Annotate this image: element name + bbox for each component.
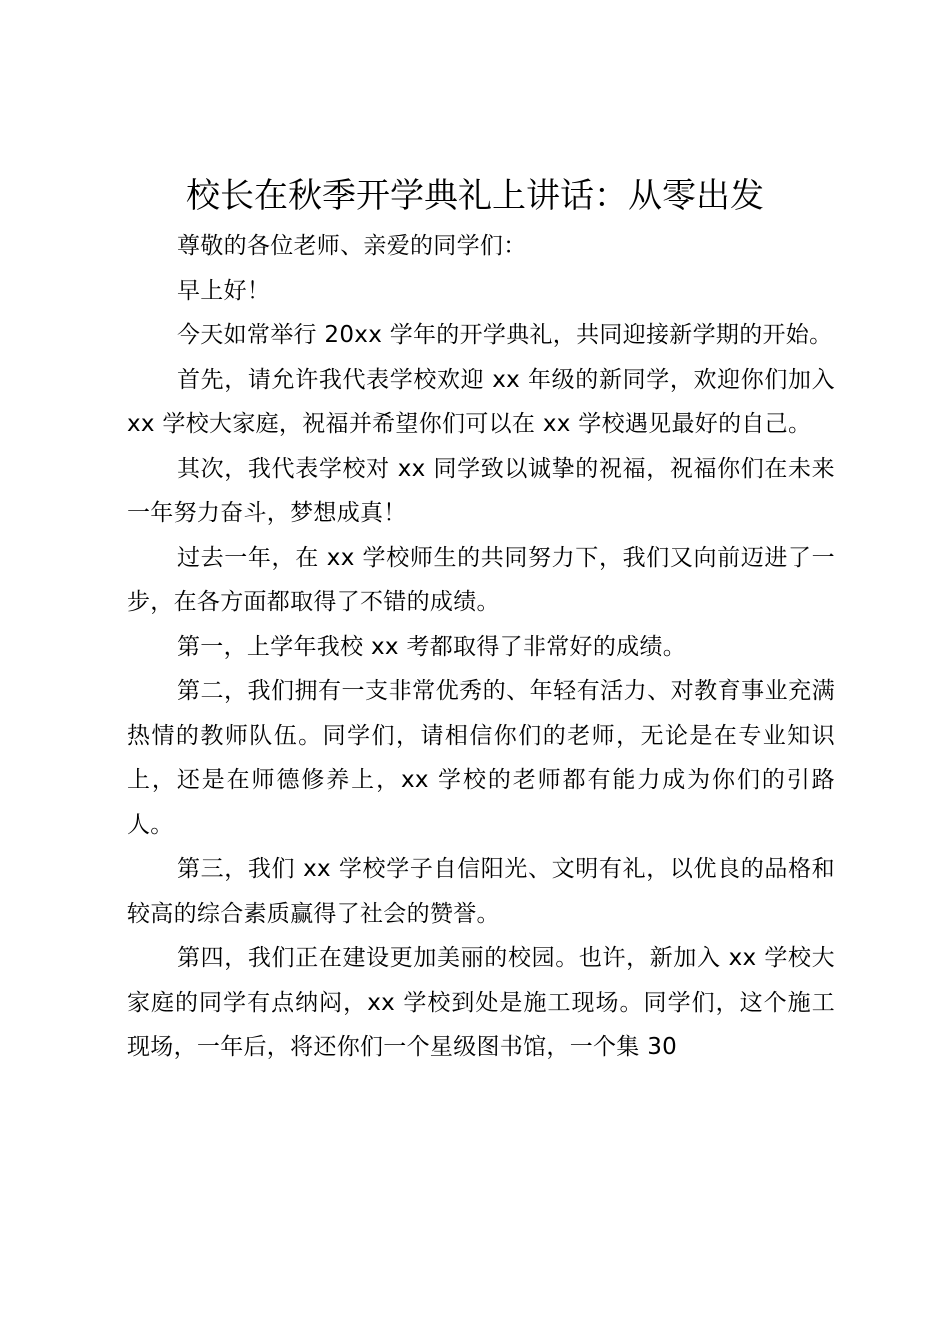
- paragraph-review: 过去一年，在 xx 学校师生的共同努力下，我们又向前迈进了一步，在各方面都取得了不错的成绩。: [127, 544, 835, 615]
- paragraph-greeting: 早上好！: [177, 277, 271, 304]
- paragraph-blessing: 其次，我代表学校对 xx 同学致以诚挚的祝福，祝福你们在未来一年努力奋斗，梦想成真！: [127, 455, 835, 526]
- paragraph-salutation: 尊敬的各位老师、亲爱的同学们：: [177, 233, 527, 259]
- paragraph-third: 第三，我们 xx 学校学子自信阳光、文明有礼，以优良的品格和较高的综合素质赢得了社会的赞誉。: [127, 856, 835, 927]
- paragraph-second: 第二，我们拥有一支非常优秀的、年轻有活力、对教育事业充满热情的教师队伍。同学们，请相信你们的老师，无论是在专业知识上，还是在师德修养上，xx 学校的老师都有能力成为你们的引路人。: [127, 678, 835, 838]
- paragraph-first: 第一，上学年我校 xx 考都取得了非常好的成绩。: [177, 633, 687, 660]
- paragraph-welcome: 首先，请允许我代表学校欢迎 xx 年级的新同学，欢迎你们加入 xx 学校大家庭，祝福并希望你们可以在 xx 学校遇见最好的自己。: [127, 366, 835, 437]
- paragraph-fourth: 第四，我们正在建设更加美丽的校园。也许，新加入 xx 学校大家庭的同学有点纳闷，xx 学校到处是施工现场。同学们，这个施工现场，一年后，将还你们一个星级图书馆，一个集 30: [127, 945, 835, 1060]
- document-body: [127, 224, 835, 1070]
- document-title: 校长在秋季开学典礼上讲话：从零出发: [186, 176, 764, 216]
- paragraph-opening: 今天如常举行 20xx 学年的开学典礼，共同迎接新学期的开始。: [177, 322, 833, 348]
